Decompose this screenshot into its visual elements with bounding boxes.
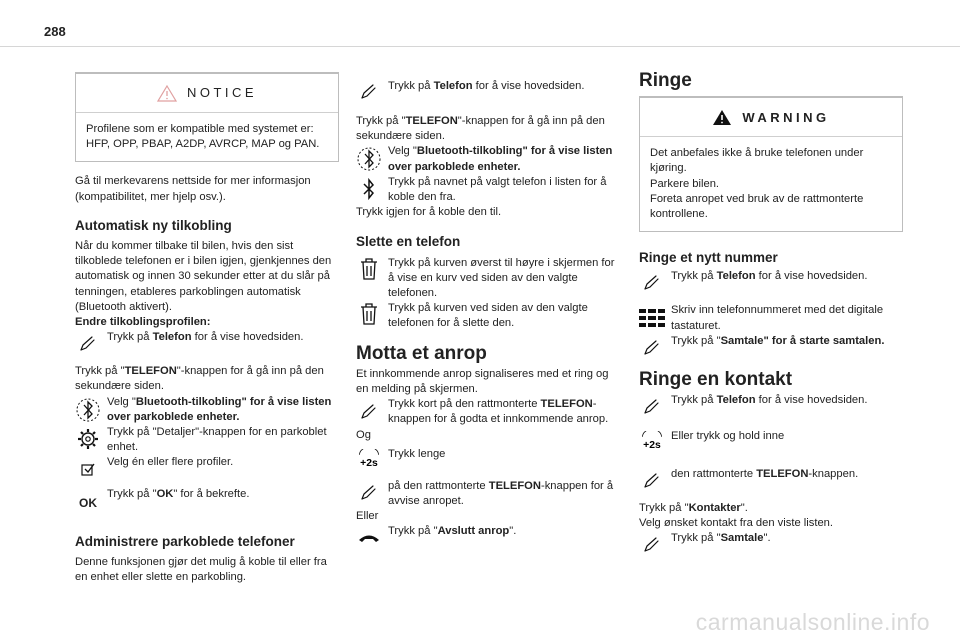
auto-step-bluetooth [75, 395, 339, 425]
pencil-icon [75, 336, 101, 352]
c2-step-disconnect [356, 175, 622, 205]
warning-header [640, 98, 902, 137]
step-text: Trykk på [671, 270, 717, 283]
keypad-icon [639, 309, 665, 327]
watermark: carmanualsonline.info [695, 609, 930, 635]
bluetooth-plain-icon [356, 177, 382, 201]
incoming-or-1: Og [356, 428, 371, 441]
pencil-icon [356, 84, 382, 100]
auto-step-profiles [75, 455, 339, 477]
contact-line-2: Velg ønsket kontakt fra den viste listen. [639, 517, 834, 530]
step-text: Trykk på " [388, 525, 438, 538]
trash-icon [356, 303, 382, 325]
auto-text: Når du kommer tilbake til bilen, hvis den sist tilkoblede telefonen er i bilen igjen, gjenkjennes den automatisk og innen 30 sekunder etter at du slår på tenningen, etableres parkoblingen automatisk (Bluetooth aktivert). [75, 240, 332, 313]
step-text: Trykk på " [671, 532, 721, 545]
incoming-step-4 [356, 524, 622, 544]
press-hold-2s-icon [356, 449, 382, 471]
step-bold: Telefon [716, 270, 756, 283]
column-1 [75, 72, 339, 585]
step-text: Trykk på " [107, 488, 157, 501]
hold-label: +2s [360, 457, 378, 469]
step-text: for å vise hovedsiden. [755, 394, 868, 407]
notice-text: Profilene som er kompatible med systemet er: HFP, OPP, PBAP, A2DP, AVRCP, MAP og PAN. [86, 123, 320, 151]
step-text: -knappen for å godta et innkommende anrop. [388, 398, 609, 426]
step-text: Trykk på navnet på valgt telefon i listen for å koble den fra. [388, 175, 607, 204]
step-text: den rattmonterte [671, 468, 757, 481]
warning-text-2: Parkere bilen. [650, 177, 720, 190]
step-text: Trykk kort på den rattmonterte [388, 398, 541, 411]
step-bold: TELEFON [488, 479, 541, 492]
step-text: -knappen for å avvise anropet. [388, 479, 614, 508]
step-text: Trykk på [671, 394, 717, 407]
step-text: ". [509, 525, 517, 538]
line-text: Trykk på " [75, 365, 125, 378]
bluetooth-icon [356, 146, 382, 172]
incoming-text: Et innkommende anrop signaliseres med et ring og en melding på skjermen. [356, 367, 609, 396]
step-text: Trykk lenge [388, 447, 446, 460]
step-bold: Telefon [152, 331, 192, 344]
delete-heading: Slette en telefon [356, 234, 461, 250]
pencil-icon [356, 485, 382, 501]
auto-subheading: Endre tilkoblingsprofilen: [75, 316, 211, 329]
step-text: ". [763, 532, 771, 545]
step-text: Trykk på [107, 331, 153, 344]
notice-header [76, 74, 338, 113]
pencil-icon [639, 340, 665, 356]
step-text: for å vise hovedsiden. [472, 80, 585, 92]
incoming-step-3 [356, 479, 622, 509]
step-bold: Avslutt anrop [437, 525, 510, 538]
header-rule [0, 46, 960, 47]
step-bold: OK [156, 488, 174, 501]
warning-text-3: Foreta anropet ved bruk av de rattmonterte kontrollene. [650, 192, 864, 221]
pencil-icon [639, 537, 665, 553]
pencil-icon [639, 399, 665, 415]
checkbox-icon [75, 461, 101, 477]
pencil-icon [639, 275, 665, 291]
line-bold: TELEFON [405, 115, 458, 127]
incoming-or-2: Eller [356, 510, 379, 523]
auto-heading: Automatisk ny tilkobling [75, 217, 232, 233]
pencil-icon [356, 404, 382, 420]
delete-step-2 [356, 301, 622, 331]
page-number: 288 [44, 24, 66, 39]
intro-text: Gå til merkevarens nettside for mer informasjon (kompatibilitet, mer hjelp osv.). [75, 175, 311, 203]
step-text: " for å bekrefte. [173, 488, 250, 501]
pencil-icon [639, 473, 665, 489]
notice-box [75, 72, 339, 162]
step-bold: TELEFON [756, 468, 809, 481]
column-3 [639, 70, 903, 553]
delete-step-1 [356, 256, 622, 302]
auto-step-telefon [75, 330, 339, 352]
call-heading: Ringe [639, 70, 692, 91]
contact-step-2 [639, 429, 903, 453]
new-number-step-2 [639, 303, 903, 333]
notice-triangle-icon [157, 85, 177, 102]
step-bold: Bluetooth-tilkobling" for å vise listen over parkoblede enheter. [388, 145, 613, 173]
contact-heading: Ringe en kontakt [639, 368, 793, 390]
warning-text-1: Det anbefales ikke å bruke telefonen under kjøring. [650, 147, 864, 175]
incoming-step-2 [356, 447, 622, 471]
step-text: Trykk på kurven øverst til høyre i skjermen for å vise en kurv ved siden av den valgte telefonen. [388, 256, 615, 300]
line-bold: TELEFON [124, 365, 177, 378]
warning-title: WARNING [742, 109, 830, 125]
step-text: Velg " [388, 145, 417, 158]
new-number-heading: Ringe et nytt nummer [639, 250, 778, 266]
line-bold: Kontakter [688, 502, 741, 515]
hold-label: +2s [643, 440, 661, 452]
step-text: Trykk på kurven ved siden av den valgte telefonen for å slette den. [388, 302, 588, 330]
notice-title: NOTICE [186, 85, 258, 101]
bluetooth-icon [75, 397, 101, 423]
step-text: på den rattmonterte [388, 479, 489, 492]
warning-triangle-icon [712, 109, 732, 126]
line-text: "-knappen for å gå inn på den sekundære siden. [75, 365, 324, 393]
step-text: Skriv inn telefonnummeret med det digitale tastaturet. [671, 304, 884, 332]
line-text: Trykk på " [356, 115, 406, 127]
new-number-step-3 [639, 334, 903, 356]
manage-heading: Administrere parkoblede telefoner [75, 533, 295, 549]
line-text: ". [740, 502, 748, 515]
contact-step-4 [639, 531, 903, 553]
step-bold: Bluetooth-tilkobling" for å vise listen over parkoblede enheter. [107, 395, 332, 423]
step-text: Eller trykk og hold inne [671, 430, 785, 443]
manage-text: Denne funksjonen gjør det mulig å koble til eller fra en enhet eller slette en parkobling. [75, 555, 327, 584]
step-bold: TELEFON [540, 398, 593, 411]
step-text: Trykk på [388, 80, 434, 92]
incoming-heading: Motta et anrop [356, 342, 487, 364]
c2-line3: Trykk igjen for å koble den til. [356, 206, 502, 219]
column-2 [356, 79, 622, 544]
step-bold: Telefon [716, 394, 756, 407]
auto-step-ok [75, 487, 339, 511]
warning-box [639, 96, 903, 232]
hang-up-icon [356, 532, 382, 544]
ok-icon: OK [79, 496, 97, 511]
step-text: Velg " [107, 395, 136, 408]
contact-step-3 [639, 467, 903, 489]
step-bold: Samtale [720, 532, 764, 545]
step-text: Trykk på " [671, 334, 721, 347]
incoming-step-1 [356, 397, 622, 427]
new-number-step-1 [639, 269, 903, 291]
auto-step-details [75, 425, 339, 455]
step-text: Trykk på "Detaljer"-knappen for en parkoblet enhet. [107, 426, 327, 454]
line-text: "-knappen for å gå inn på den sekundære siden. [356, 115, 605, 143]
step-text: for å vise hovedsiden. [191, 331, 304, 344]
step-text: for å vise hovedsiden. [755, 270, 868, 283]
line-text: Trykk på " [639, 502, 689, 515]
c2-step-telefon [356, 79, 622, 100]
step-bold: Samtale" for å starte samtalen. [720, 334, 885, 347]
gear-icon [75, 427, 101, 451]
step-bold: Telefon [433, 80, 473, 92]
contact-step-1 [639, 393, 903, 415]
trash-icon [356, 258, 382, 280]
step-text: -knappen. [808, 468, 859, 481]
step-text: Velg én eller flere profiler. [107, 456, 234, 469]
c2-step-bluetooth [356, 144, 622, 174]
press-hold-2s-icon [639, 431, 665, 453]
